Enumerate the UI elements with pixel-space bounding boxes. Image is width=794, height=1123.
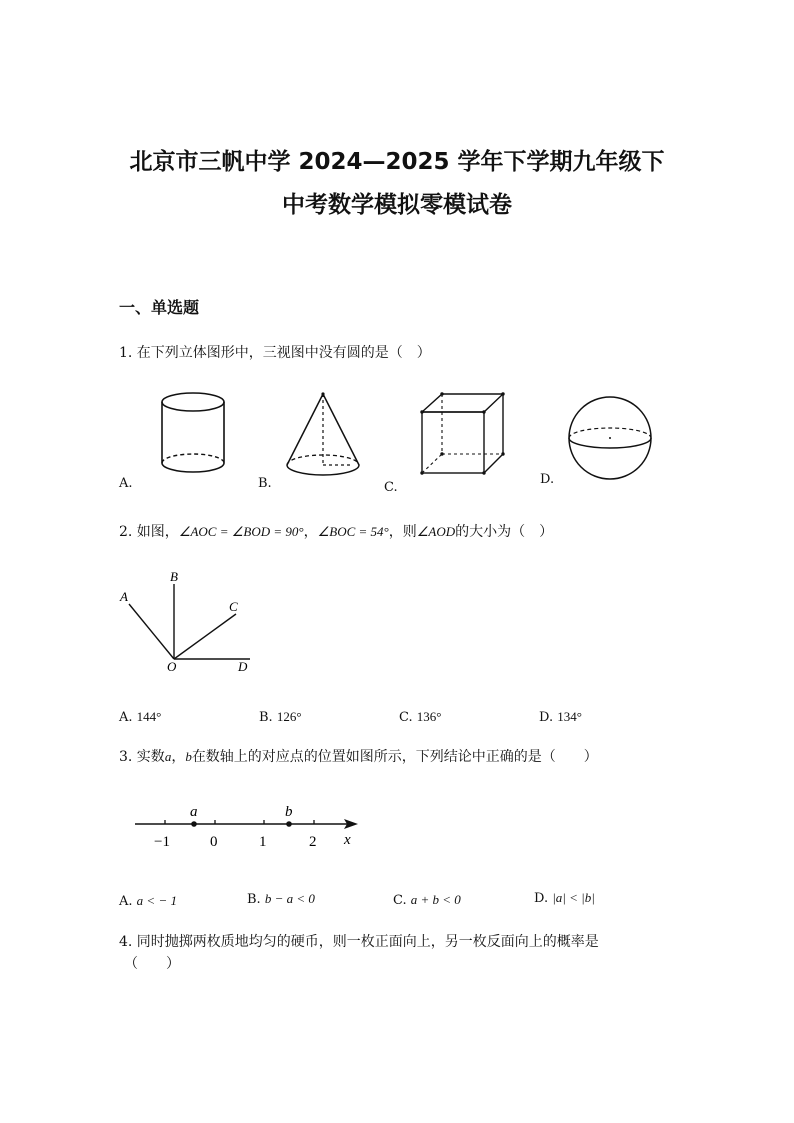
q3-option-d: D. |a| < |b| [534, 890, 595, 906]
title-line1: 北京市三帆中学 2024—2025 学年下学期九年级下 [129, 149, 665, 175]
tick-label-2: 2 [309, 834, 317, 850]
q1-option-d-label: D. [540, 472, 555, 487]
q2-prefix: 2. 如图， [119, 524, 179, 540]
question-3-stem: 3. 实数a，b在数轴上的对应点的位置如图所示，下列结论中正确的是（ ） [119, 749, 598, 765]
point-a-label: a [190, 804, 198, 820]
q2-expr3: ∠AOD [416, 524, 456, 539]
q2-angle-figure [112, 564, 262, 678]
cube-icon [415, 388, 507, 480]
q2-label-d: D [238, 659, 248, 674]
q3-option-c: C. a + b < 0 [393, 892, 461, 908]
q2-option-b: B. 126° [259, 709, 302, 725]
question-4-line1: 4. 同时抛掷两枚质地均匀的硬币，则一枚正面向上，另一枚反面向上的概率是 [119, 934, 599, 950]
q3-var-a: a [164, 749, 172, 764]
q2-label-a: A [120, 589, 128, 604]
question-4-line2: （ ） [124, 956, 180, 972]
q2-mid: ，则 [388, 524, 417, 540]
q2-expr2: ∠BOC = 54° [317, 524, 389, 539]
point-a-dot [191, 821, 197, 827]
q2-suffix: 的大小为（ ） [455, 524, 554, 540]
q3-var-b: b [185, 749, 192, 764]
q2-label-c: C [229, 599, 238, 614]
point-b-label: b [285, 804, 293, 820]
tick-label-1: 1 [259, 834, 267, 850]
q1-option-b-label: B. [258, 476, 272, 491]
tick-label-neg1: −1 [154, 834, 170, 850]
section-heading: 一、单选题 [119, 298, 200, 317]
q3-option-a: A. a < − 1 [119, 893, 177, 909]
q2-option-a: A. 144° [119, 709, 162, 725]
question-1-stem: 1. 在下列立体图形中，三视图中没有圆的是（ ） [119, 345, 431, 361]
point-b-dot [286, 821, 292, 827]
q2-option-c: C. 136° [399, 709, 442, 725]
title-line2: 中考数学模拟零模试卷 [282, 192, 512, 218]
q1-option-c-label: C. [384, 480, 398, 495]
q2-label-o: O [167, 659, 177, 674]
question-2-stem [119, 521, 553, 541]
q2-expr1: ∠AOC = ∠BOD = 90° [178, 524, 304, 539]
q1-option-a-label: A. [119, 476, 133, 491]
axis-label-x: x [344, 832, 351, 848]
sphere-icon [565, 394, 655, 482]
tick-label-0: 0 [210, 834, 218, 850]
q3-option-b: B. b − a < 0 [247, 891, 315, 907]
cone-icon [280, 388, 366, 484]
cylinder-icon [155, 388, 233, 480]
q2-sep: ， [303, 524, 318, 540]
q2-label-b: B [170, 569, 178, 584]
q3-number-line [130, 796, 370, 856]
q2-option-d: D. 134° [539, 709, 582, 725]
